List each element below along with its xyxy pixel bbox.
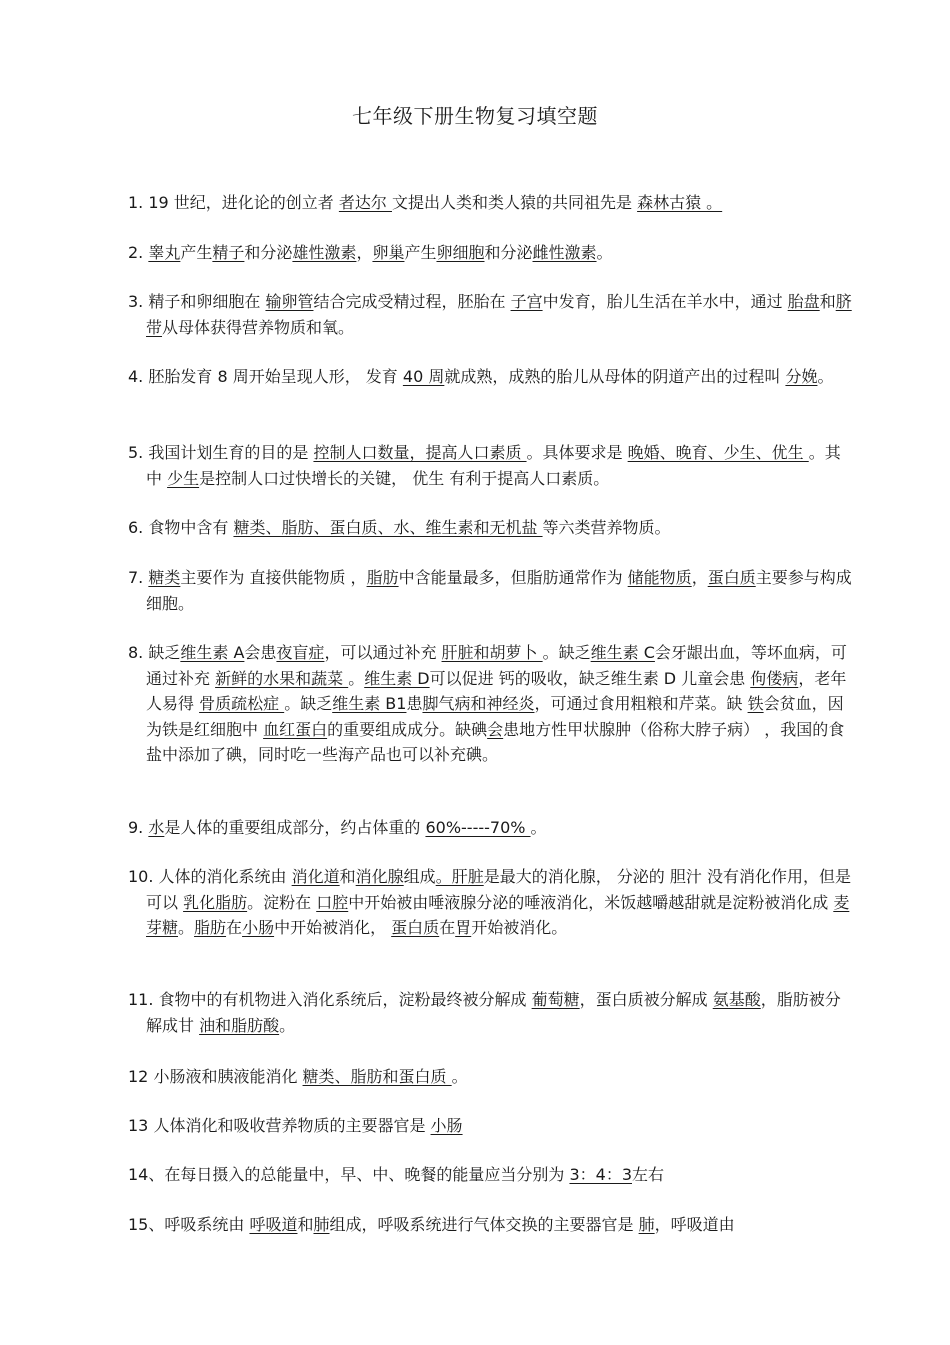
question-item <box>128 289 856 340</box>
question-item <box>128 240 856 266</box>
question-text: 开始被消化。 <box>471 918 568 937</box>
answer-blank: 新鲜的水果和蔬菜 <box>215 668 349 688</box>
answer-blank: 葡萄糖 <box>531 990 580 1009</box>
answer-blank: 胃 <box>455 918 472 937</box>
answer-blank: 睾丸 <box>148 243 181 262</box>
answer-blank: 消化道 <box>291 867 340 886</box>
answer-blank: 精子 <box>212 243 245 262</box>
question-text: 左右 <box>632 1165 665 1184</box>
question-text: 。其中 <box>146 443 841 488</box>
question-text: 中开始被由唾液腺分泌的唾液消化，米饭越嚼越甜就是淀粉被消化成 <box>348 892 834 912</box>
question-item <box>128 515 856 541</box>
question-text: 就成熟，成熟的胎儿从母体的阴道产出的过程叫 <box>444 367 786 386</box>
answer-blank: 佝偻病 <box>750 668 799 688</box>
answer-blank: 维生素 A <box>180 643 245 662</box>
answer-blank: 脚气病和神经炎 <box>422 694 535 713</box>
question-text: 在 <box>226 918 243 937</box>
answer-blank: 雄性激素 <box>292 243 357 262</box>
answer-blank: 糖类、脂肪和蛋白质 <box>302 1067 452 1086</box>
answer-blank: 晚婚、晚育、少生、优生 <box>627 443 809 462</box>
question-text: 等六类营养物质。 <box>542 518 671 537</box>
question-text: 。 <box>451 1067 468 1086</box>
question-text: 7. <box>128 568 149 587</box>
question-item <box>128 987 856 1038</box>
question-item <box>128 864 856 941</box>
answer-blank: 口腔 <box>316 892 349 912</box>
answer-blank: 糖类 <box>148 568 181 587</box>
answer-blank: 脂肪 <box>366 568 399 587</box>
answer-blank: 水 <box>148 818 165 837</box>
question-text: ，呼吸道由 <box>654 1215 735 1234</box>
question-text: ， <box>356 243 373 262</box>
answer-blank: 卵巢 <box>372 243 405 262</box>
answer-blank: 40 周 <box>402 367 445 386</box>
answer-blank: 3：4：3 <box>569 1165 632 1184</box>
question-text: 。淀粉在 <box>247 892 317 912</box>
question-text: 是控制人口过快增长的关键， 优生 有利于提高人口素质。 <box>199 468 610 488</box>
question-text: 11. 食物中的有机物进入消化系统后，淀粉最终被分解成 <box>128 990 532 1009</box>
question-item <box>128 815 856 841</box>
answer-blank: 分娩 <box>785 367 818 386</box>
question-text: 患地方性甲状腺肿（俗称大脖子病） ，我国的食盐中添加了碘，同时吃一些海产品也可以补充碘。 <box>146 719 845 764</box>
answer-blank: 蛋白质 <box>707 568 756 587</box>
question-text: 10. 人体的消化系统由 <box>128 867 292 886</box>
question-text: 文提出人类和类人猿的共同祖先是 <box>391 193 638 212</box>
question-item <box>128 440 856 491</box>
question-text: 4. 胚胎发育 8 周开始呈现人形， 发育 <box>128 367 403 386</box>
question-text: 会贫血，因为铁是红细胞中 <box>146 694 844 739</box>
question-text: 。缺乏 <box>542 643 591 662</box>
question-text: 。 <box>348 668 365 688</box>
answer-blank: 小肠 <box>430 1116 463 1135</box>
answer-blank: 血红蛋白 <box>263 719 328 739</box>
question-item <box>128 190 856 216</box>
answer-blank: 脐带 <box>146 292 852 337</box>
question-text: 组成 <box>403 867 436 886</box>
question-text: 主要参与构成细胞。 <box>146 568 852 613</box>
question-text: 2. <box>128 243 149 262</box>
question-text: 和 <box>339 867 356 886</box>
question-text: ，可以通过补充 <box>324 643 442 662</box>
question-text: 和 <box>819 292 836 311</box>
answer-blank: 肺 <box>638 1215 655 1234</box>
answer-blank: 夜盲症 <box>276 643 325 662</box>
question-text: 12 小肠液和胰液能消化 <box>128 1067 303 1086</box>
answer-blank: 维生素 D <box>364 668 430 688</box>
question-item <box>128 565 856 616</box>
answer-blank: 肺 <box>313 1215 330 1234</box>
answer-blank: 60%-----70% <box>425 818 531 837</box>
question-text: 中开始被消化， <box>274 918 392 937</box>
answer-blank: 储能物质 <box>627 568 692 587</box>
question-text: 。具体要求是 <box>526 443 628 462</box>
question-text: ，蛋白质被分解成 <box>579 990 713 1009</box>
question-text: 。 <box>596 243 613 262</box>
question-text: 9. <box>128 818 149 837</box>
question-text: 会牙龈出血，等坏血病，可通过补充 <box>146 643 847 688</box>
question-text: 。 <box>817 367 834 386</box>
question-item <box>128 1113 856 1139</box>
question-text: 。 <box>530 818 547 837</box>
question-text: ，老年人易得 <box>146 668 847 713</box>
answer-blank: 者达尔 <box>338 193 392 212</box>
answer-blank: 消化腺 <box>355 867 404 886</box>
answer-blank: 少生 <box>167 468 200 488</box>
answer-blank: 输卵管 <box>265 292 314 311</box>
answer-blank: 维生素 C <box>590 643 655 662</box>
question-text: 8. 缺乏 <box>128 643 181 662</box>
question-text: ，可通过食用粗粮和芹菜。缺 <box>534 694 748 713</box>
question-text: 3. 精子和卵细胞在 <box>128 292 266 311</box>
question-text: 。 <box>178 918 195 937</box>
question-text: 在 <box>439 918 456 937</box>
answer-blank: 控制人口数量，提高人口素质 <box>313 443 527 462</box>
answer-blank: 维生素 B1 <box>332 694 407 713</box>
answer-blank: 铁 <box>747 694 764 713</box>
question-text: ，脂肪被分解成甘 <box>146 990 841 1035</box>
question-text: ， <box>691 568 708 587</box>
question-text: 从母体获得营养物质和氧。 <box>162 317 355 337</box>
question-text: 的重要组成成分。缺碘 <box>327 719 488 739</box>
question-text: 15、呼吸系统由 <box>128 1215 250 1234</box>
question-text: 6. 食物中含有 <box>128 518 234 537</box>
question-text: 主要作为 直接供能物质 ， <box>180 568 367 587</box>
question-text: 13 人体消化和吸收营养物质的主要器官是 <box>128 1116 431 1135</box>
question-text: 组成，呼吸系统进行气体交换的主要器官是 <box>329 1215 639 1234</box>
answer-blank: 会 <box>487 719 504 739</box>
answer-blank: 肝脏和胡萝卜 <box>441 643 543 662</box>
question-item <box>128 1212 856 1238</box>
answer-blank: 小肠 <box>242 918 275 937</box>
question-text: 和分泌 <box>484 243 533 262</box>
answer-blank: 油和脂肪酸 <box>199 1015 280 1035</box>
question-text: 。缺乏 <box>284 694 333 713</box>
question-text: 14、在每日摄入的总能量中，早、中、晚餐的能量应当分别为 <box>128 1165 570 1184</box>
question-text: 结合完成受精过程，胚胎在 <box>313 292 511 311</box>
answer-blank: 雌性激素 <box>532 243 597 262</box>
answer-blank: 子宫 <box>510 292 543 311</box>
answer-blank: 。肝脏 <box>435 867 484 886</box>
answer-blank: 森林古猿 。 <box>637 193 723 212</box>
question-text: 产生 <box>180 243 213 262</box>
question-item <box>128 364 856 390</box>
answer-blank: 糖类、脂肪、蛋白质、水、维生素和无机盐 <box>233 518 543 537</box>
question-text: 是人体的重要组成部分，约占体重的 <box>164 818 426 837</box>
question-text: 会患 <box>244 643 277 662</box>
question-text: 是最大的消化腺， 分泌的 胆汁 没有消化作用，但是可以 <box>146 867 851 912</box>
answer-blank: 麦芽糖 <box>146 892 850 937</box>
answer-blank: 蛋白质 <box>391 918 440 937</box>
answer-blank: 卵细胞 <box>436 243 485 262</box>
question-text: 和 <box>297 1215 314 1234</box>
answer-blank: 乳化脂肪 <box>183 892 248 912</box>
answer-blank: 骨质疏松症 <box>199 694 285 713</box>
answer-blank: 胎盘 <box>787 292 820 311</box>
question-text: 中发育，胎儿生活在羊水中，通过 <box>542 292 788 311</box>
question-text: 5. 我国计划生育的目的是 <box>128 443 314 462</box>
question-text: 产生 <box>404 243 437 262</box>
document-title: 七年级下册生物复习填空题 <box>352 104 598 128</box>
question-item <box>128 1064 856 1090</box>
answer-blank: 呼吸道 <box>249 1215 298 1234</box>
question-text: 可以促进 钙的吸收，缺乏维生素 D 儿童会患 <box>429 668 751 688</box>
question-item <box>128 1162 856 1188</box>
answer-blank: 脂肪 <box>194 918 227 937</box>
answer-blank: 氨基酸 <box>712 990 761 1009</box>
question-text: 和分泌 <box>244 243 293 262</box>
question-text: 。 <box>279 1015 296 1035</box>
question-text: 中含能量最多，但脂肪通常作为 <box>398 568 628 587</box>
question-item <box>128 640 856 768</box>
question-text: 1. 19 世纪，进化论的创立者 <box>128 193 339 212</box>
question-text: 患 <box>406 694 423 713</box>
